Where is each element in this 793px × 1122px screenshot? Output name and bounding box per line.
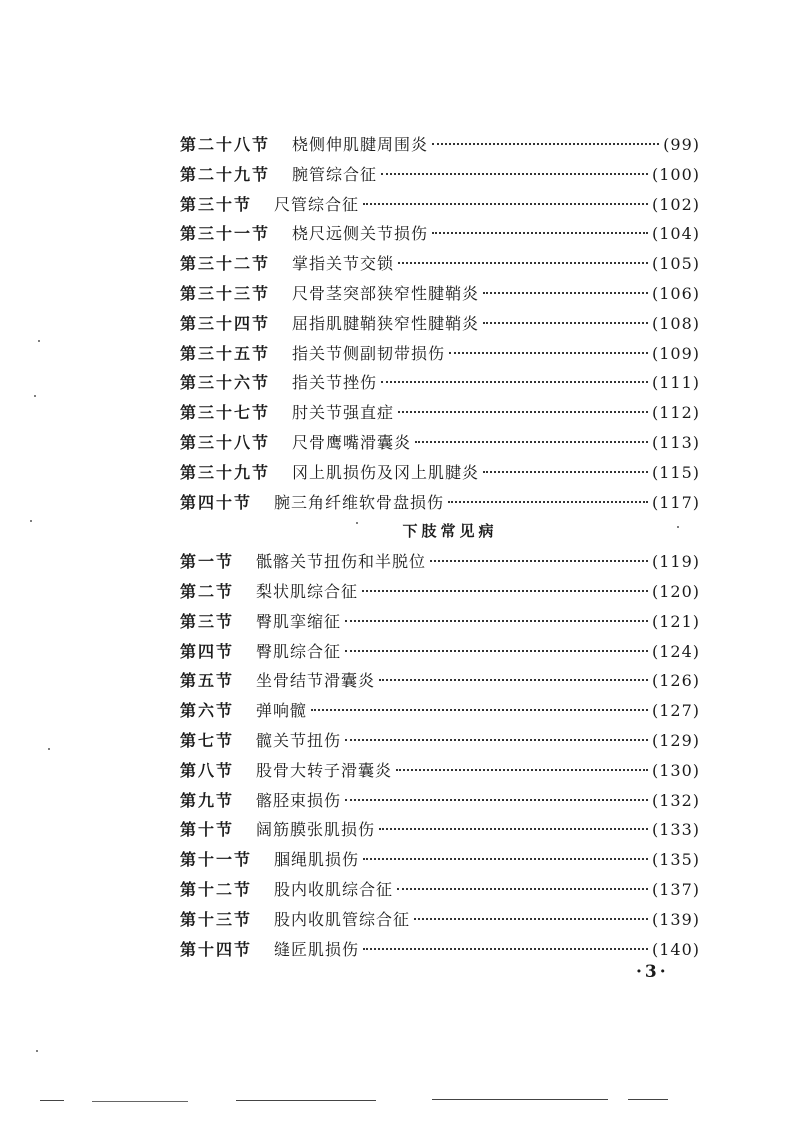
section-title: 腘绳肌损伤 xyxy=(274,850,360,870)
toc-entry xyxy=(180,190,700,220)
page-ref: (121) xyxy=(651,611,700,631)
page-ref: (119) xyxy=(651,552,700,572)
section-number: 第四节 xyxy=(180,641,235,661)
dot-leader xyxy=(432,143,659,145)
page-ref: (126) xyxy=(651,671,700,691)
page-ref: (106) xyxy=(651,283,700,303)
dot-leader xyxy=(363,858,648,860)
table-of-contents xyxy=(180,130,700,964)
toc-lower-list xyxy=(180,547,700,964)
toc-entry xyxy=(180,488,700,518)
section-number: 第三十六节 xyxy=(180,373,271,393)
section-title: 指关节侧副韧带损伤 xyxy=(292,343,446,363)
dot-leader xyxy=(483,471,648,473)
dot-leader xyxy=(415,441,648,443)
page-ref: (104) xyxy=(651,224,700,244)
section-number: 第六节 xyxy=(180,701,235,721)
dot-leader xyxy=(432,232,648,234)
page-ref: (137) xyxy=(651,879,700,899)
page-ref: (108) xyxy=(651,313,700,333)
page-ref: (120) xyxy=(651,581,700,601)
section-number: 第三十二节 xyxy=(180,254,271,274)
dot-leader xyxy=(414,918,648,920)
toc-entry xyxy=(180,458,700,488)
toc-entry xyxy=(180,905,700,935)
section-title: 桡侧伸肌腱周围炎 xyxy=(292,135,429,154)
toc-upper-list xyxy=(180,130,700,517)
section-title: 股骨大转子滑囊炎 xyxy=(256,760,393,780)
page-ref: (140) xyxy=(651,939,700,959)
page-ref: (109) xyxy=(651,343,700,363)
dot-leader xyxy=(345,799,648,801)
section-number: 第三十九节 xyxy=(180,462,271,482)
toc-entry xyxy=(180,249,700,279)
page-ref: (100) xyxy=(651,164,700,184)
section-title: 臀肌综合征 xyxy=(256,641,342,661)
dot-leader xyxy=(379,679,648,681)
dot-leader xyxy=(379,828,648,830)
dot-leader xyxy=(398,411,648,413)
page-ref: (115) xyxy=(651,462,700,482)
page-ref: (102) xyxy=(651,194,700,214)
page-ref: (105) xyxy=(651,254,700,274)
page-ref: (117) xyxy=(651,492,700,512)
page-ref: (129) xyxy=(651,730,700,750)
toc-entry xyxy=(180,309,700,339)
scan-speck xyxy=(356,522,358,524)
section-number: 第三十一节 xyxy=(180,224,271,244)
scan-speck xyxy=(30,520,32,522)
dot-leader xyxy=(345,739,648,741)
dot-leader xyxy=(345,620,648,622)
dot-leader xyxy=(396,769,648,771)
page-number: ·3· xyxy=(636,962,669,982)
toc-entry xyxy=(180,339,700,369)
scan-artifact-line xyxy=(628,1099,668,1100)
page-ref: (111) xyxy=(651,373,700,393)
page-ref: (127) xyxy=(651,701,700,721)
page-ref: (133) xyxy=(651,820,700,840)
section-title: 腕管综合征 xyxy=(292,164,378,184)
scan-speck xyxy=(36,1050,38,1052)
section-title: 梨状肌综合征 xyxy=(256,581,359,601)
scan-artifact-line xyxy=(236,1100,376,1101)
section-number: 第二十八节 xyxy=(180,135,271,154)
section-number: 第三十节 xyxy=(180,194,253,214)
dot-leader xyxy=(448,501,648,503)
toc-entry xyxy=(180,875,700,905)
scan-artifact-line xyxy=(40,1100,64,1101)
toc-entry xyxy=(180,279,700,309)
section-number: 第十节 xyxy=(180,820,235,840)
dot-leader xyxy=(449,352,648,354)
section-title: 尺管综合征 xyxy=(274,194,360,214)
section-number: 第三节 xyxy=(180,611,235,631)
toc-entry xyxy=(180,428,700,458)
dot-leader xyxy=(483,292,648,294)
section-title: 股内收肌管综合征 xyxy=(274,909,411,929)
section-number: 第三十三节 xyxy=(180,283,271,303)
section-number: 第十一节 xyxy=(180,850,253,870)
section-title: 骶髂关节扭伤和半脱位 xyxy=(256,552,427,572)
dot-leader xyxy=(363,203,648,205)
section-number: 第十四节 xyxy=(180,939,253,959)
scan-speck xyxy=(34,395,36,397)
section-number: 第七节 xyxy=(180,730,235,750)
page-ref: (139) xyxy=(651,909,700,929)
scan-speck xyxy=(38,340,40,342)
dot-leader xyxy=(311,709,648,711)
scan-speck xyxy=(48,748,50,750)
section-number: 第三十五节 xyxy=(180,343,271,363)
section-number: 第二十九节 xyxy=(180,164,271,184)
toc-entry xyxy=(180,696,700,726)
section-title: 阔筋膜张肌损伤 xyxy=(256,820,376,840)
scan-speck xyxy=(677,526,679,528)
section-title: 尺骨鹰嘴滑囊炎 xyxy=(292,432,412,452)
dot-leader xyxy=(398,262,648,264)
section-number: 第九节 xyxy=(180,790,235,810)
toc-entry xyxy=(180,935,700,965)
toc-entry xyxy=(180,756,700,786)
scan-artifact-line xyxy=(92,1101,188,1102)
section-number: 第三十七节 xyxy=(180,403,271,423)
toc-entry xyxy=(180,398,700,428)
section-title: 髋关节扭伤 xyxy=(256,730,342,750)
section-number: 第二节 xyxy=(180,581,235,601)
toc-entry xyxy=(180,130,700,160)
page-ref: (132) xyxy=(651,790,700,810)
toc-entry xyxy=(180,577,700,607)
dot-leader xyxy=(483,322,648,324)
section-title: 桡尺远侧关节损伤 xyxy=(292,224,429,244)
section-title: 弹响髋 xyxy=(256,701,308,721)
toc-entry xyxy=(180,637,700,667)
toc-entry xyxy=(180,160,700,190)
toc-entry xyxy=(180,786,700,816)
dot-leader xyxy=(381,381,648,383)
section-title: 指关节挫伤 xyxy=(292,373,378,393)
toc-entry xyxy=(180,368,700,398)
dot-leader xyxy=(430,560,648,562)
section-title: 坐骨结节滑囊炎 xyxy=(256,671,376,691)
section-number: 第三十八节 xyxy=(180,432,271,452)
dot-leader xyxy=(362,590,648,592)
section-title: 臀肌挛缩征 xyxy=(256,611,342,631)
dot-leader xyxy=(397,888,648,890)
page-ref: (113) xyxy=(651,432,700,452)
page-ref: (124) xyxy=(651,641,700,661)
section-title: 肘关节强直症 xyxy=(292,403,395,423)
section-number: 第五节 xyxy=(180,671,235,691)
section-title: 屈指肌腱鞘狭窄性腱鞘炎 xyxy=(292,313,480,333)
toc-entry xyxy=(180,666,700,696)
page-ref: (135) xyxy=(651,850,700,870)
section-title: 缝匠肌损伤 xyxy=(274,939,360,959)
section-number: 第四十节 xyxy=(180,492,253,512)
section-title: 掌指关节交锁 xyxy=(292,254,395,274)
toc-entry xyxy=(180,547,700,577)
section-title: 股内收肌综合征 xyxy=(274,879,394,899)
toc-entry xyxy=(180,726,700,756)
section-number: 第十三节 xyxy=(180,909,253,929)
section-title: 腕三角纤维软骨盘损伤 xyxy=(274,492,445,512)
dot-leader xyxy=(381,173,648,175)
section-number: 第八节 xyxy=(180,760,235,780)
section-title: 尺骨茎突部狭窄性腱鞘炎 xyxy=(292,283,480,303)
dot-leader xyxy=(345,650,648,652)
page-ref: (130) xyxy=(651,760,700,780)
section-number: 第十二节 xyxy=(180,879,253,899)
toc-entry xyxy=(180,219,700,249)
section-number: 第一节 xyxy=(180,552,235,572)
section-title: 冈上肌损伤及冈上肌腱炎 xyxy=(292,462,480,482)
section-number: 第三十四节 xyxy=(180,313,271,333)
section-title: 髂胫束损伤 xyxy=(256,790,342,810)
dot-leader xyxy=(363,948,648,950)
page-ref: (112) xyxy=(651,403,700,423)
toc-entry xyxy=(180,815,700,845)
page-ref: (99) xyxy=(663,135,700,154)
chapter-heading: 下肢常见病 xyxy=(402,522,498,541)
toc-entry xyxy=(180,607,700,637)
toc-entry xyxy=(180,845,700,875)
scan-artifact-line xyxy=(432,1099,608,1100)
